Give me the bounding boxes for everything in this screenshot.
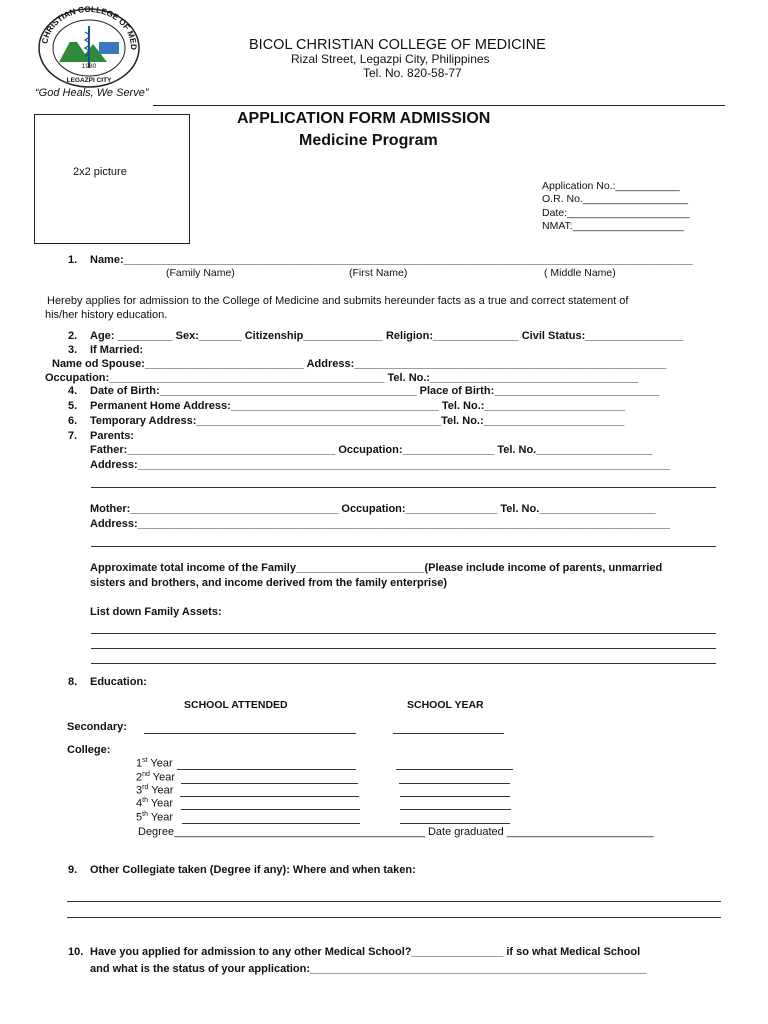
year-4-text: Year	[147, 797, 174, 810]
school-year-header: SCHOOL YEAR	[407, 699, 484, 711]
secondary-school-line[interactable]	[144, 733, 356, 734]
assets-label: List down Family Assets:	[90, 606, 222, 618]
family-name-caption: (Family Name)	[166, 267, 235, 279]
q5-text: Permanent Home Address:__________________________________ Tel. No.:_______________________	[90, 400, 626, 412]
secondary-label: Secondary:	[67, 721, 127, 733]
form-title: APPLICATION FORM ADMISSION	[237, 110, 491, 127]
intro-line-1: Hereby applies for admission to the College of Medicine and submits hereunder facts as a true and correct statement of	[47, 295, 629, 307]
year-4-school-line[interactable]	[181, 809, 360, 810]
q7-parents	[68, 430, 134, 442]
q9-number: 9.	[68, 864, 78, 876]
q5-number: 5.	[68, 400, 78, 412]
application-no-field[interactable]: Application No.:___________	[542, 180, 680, 192]
q6-number: 6.	[68, 415, 78, 427]
secondary-year-line[interactable]	[393, 733, 504, 734]
year-3-label	[136, 784, 173, 797]
year-4-year-line[interactable]	[400, 809, 511, 810]
father-address-field[interactable]: Address:_______________________________________________________________________________________	[90, 459, 670, 471]
assets-line-3[interactable]	[91, 663, 716, 664]
spouse-occupation-field[interactable]: Occupation:_____________________________________________ Tel. No.:__________________________________	[45, 372, 639, 384]
school-attended-header: SCHOOL ATTENDED	[184, 699, 288, 711]
photo-box	[34, 114, 190, 244]
mother-field[interactable]: Mother:__________________________________ Occupation:_______________ Tel. No.___________________	[90, 503, 656, 515]
year-2-sup: nd	[142, 771, 150, 778]
year-2-school-line[interactable]	[181, 783, 358, 784]
q2-text: Age: _________ Sex:_______ Citizenship_____________ Religion:______________ Civil Status:________________	[90, 330, 684, 342]
year-2-text: Year	[149, 771, 176, 784]
year-3-text: Year	[148, 784, 174, 797]
q1-number: 1.	[68, 254, 78, 266]
q6-text: Temporary Address:________________________________________Tel. No.:_______________________	[90, 415, 625, 427]
q9-other-collegiate	[68, 864, 416, 876]
year-5-sup: th	[142, 811, 148, 818]
degree-field[interactable]: Degree_________________________________________ Date graduated ________________________	[138, 826, 654, 838]
college-tel: Tel. No. 820-58-77	[363, 66, 462, 80]
year-1-text: Year	[147, 757, 173, 770]
year-2-ord: 2	[136, 771, 143, 784]
college-address: Rizal Street, Legazpi City, Philippines	[291, 52, 490, 66]
q9-text: Other Collegiate taken (Degree if any): Where and when taken:	[90, 864, 416, 876]
q10-line-2[interactable]: and what is the status of your application:_______________________________________________________	[90, 963, 647, 975]
q1-name-field[interactable]	[68, 254, 693, 266]
year-1-ord: 1	[136, 757, 143, 770]
year-5-school-line[interactable]	[182, 823, 360, 824]
form-subtitle: Medicine Program	[299, 132, 438, 149]
logo-ring-text: CHRISTIAN COLLEGE OF MED	[40, 6, 139, 51]
year-3-sup: rd	[142, 784, 149, 791]
college-label: College:	[67, 744, 111, 756]
q10-number: 10.	[68, 946, 84, 958]
q3-label: If Married:	[90, 344, 144, 356]
college-logo	[33, 6, 145, 88]
q7-number: 7.	[68, 430, 78, 442]
year-1-year-line[interactable]	[396, 769, 513, 770]
spouse-field[interactable]: Name od Spouse:__________________________ Address:___________________________________________________	[52, 358, 667, 370]
year-5-label	[136, 811, 173, 824]
year-4-sup: th	[142, 797, 148, 804]
college-name: BICOL CHRISTIAN COLLEGE OF MEDICINE	[249, 37, 546, 53]
logo-bottom-text: LEGAZPI CITY	[66, 77, 112, 84]
year-3-year-line[interactable]	[400, 796, 510, 797]
q4-birth-fields[interactable]	[68, 385, 659, 397]
father-address-line-2[interactable]	[91, 487, 716, 488]
income-line-2: sisters and brothers, and income derived from the family enterprise)	[90, 577, 447, 589]
q4-text: Date of Birth:__________________________________________ Place of Birth:___________________________	[90, 385, 660, 397]
year-2-year-line[interactable]	[399, 783, 510, 784]
year-3-school-line[interactable]	[180, 796, 359, 797]
father-field[interactable]: Father:__________________________________ Occupation:_______________ Tel. No.___________________	[90, 444, 653, 456]
year-1-label	[136, 757, 173, 770]
mother-address-line-2[interactable]	[91, 546, 716, 547]
year-5-text: Year	[147, 811, 174, 824]
q10-line-1: Have you applied for admission to any other Medical School?_______________ if so what Medical School	[90, 946, 641, 958]
q8-label: Education:	[90, 676, 147, 688]
q3-if-married	[68, 344, 143, 356]
year-4-label	[136, 797, 173, 810]
first-name-caption: (First Name)	[349, 267, 408, 279]
mother-address-field[interactable]: Address:_______________________________________________________________________________________	[90, 518, 670, 530]
year-1-school-line[interactable]	[177, 769, 356, 770]
q5-permanent-address[interactable]	[68, 400, 625, 412]
assets-line-1[interactable]	[91, 633, 716, 634]
q2-personal-fields[interactable]	[68, 330, 683, 342]
q10-other-med-school[interactable]	[68, 946, 640, 958]
motto: “God Heals, We Serve”	[35, 87, 149, 99]
date-field[interactable]: Date:_____________________	[542, 207, 690, 219]
q3-number: 3.	[68, 344, 78, 356]
intro-line-2: his/her history education.	[45, 309, 168, 321]
year-3-ord: 3	[136, 784, 143, 797]
or-no-field[interactable]: O.R. No.__________________	[542, 193, 688, 205]
nmat-field[interactable]: NMAT:___________________	[542, 220, 684, 232]
q1-label: Name:_____________________________________________________________________________________________	[90, 254, 693, 266]
q7-label: Parents:	[90, 430, 135, 442]
q2-number: 2.	[68, 330, 78, 342]
year-1-sup: st	[142, 757, 148, 764]
year-5-year-line[interactable]	[400, 823, 510, 824]
year-5-ord: 5	[136, 811, 143, 824]
header-rule	[153, 105, 725, 106]
q6-temporary-address[interactable]	[68, 415, 624, 427]
year-4-ord: 4	[136, 797, 143, 810]
q9-line-1[interactable]	[67, 901, 721, 902]
svg-text:BICOL CHRISTIAN COLLEGE OF MED	[33, 6, 138, 50]
logo-year: 1980	[81, 63, 97, 70]
income-line-1[interactable]: Approximate total income of the Family_____________________(Please include income of parents, unmarried	[90, 562, 663, 574]
q8-education	[68, 676, 147, 688]
q8-number: 8.	[68, 676, 78, 688]
assets-line-2[interactable]	[91, 648, 716, 649]
q4-number: 4.	[68, 385, 78, 397]
year-2-label	[136, 771, 175, 784]
photo-label: 2x2 picture	[73, 166, 127, 178]
q9-line-2[interactable]	[67, 917, 721, 918]
middle-name-caption: ( Middle Name)	[544, 267, 616, 279]
